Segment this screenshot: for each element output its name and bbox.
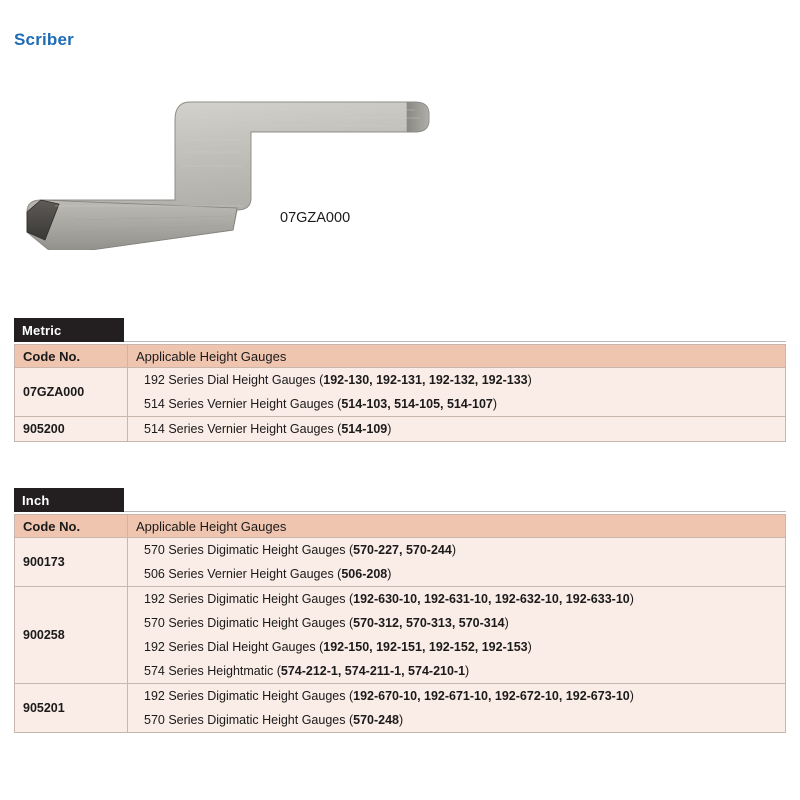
gauge-models: 192-130, 192-131, 192-132, 192-133 — [323, 373, 528, 387]
cell-applicable-gauges — [128, 587, 786, 684]
cell-code-no: 905201 — [15, 684, 128, 733]
table-row — [15, 368, 786, 417]
gauge-series-text: 506 Series Vernier Height Gauges ( — [144, 567, 342, 581]
gauge-paren-close: ) — [387, 567, 392, 581]
gauge-line — [136, 417, 777, 441]
gauge-paren-close: ) — [387, 422, 392, 436]
header-code-no: Code No. — [15, 345, 128, 368]
figure-caption: 07GZA000 — [280, 210, 351, 226]
gauge-series-text: 514 Series Vernier Height Gauges ( — [144, 422, 342, 436]
inch-table — [14, 514, 786, 733]
band-rule-metric — [124, 318, 786, 342]
gauge-paren-close: ) — [527, 640, 532, 654]
cell-code-no: 905200 — [15, 417, 128, 442]
gauge-series-text: 514 Series Vernier Height Gauges ( — [144, 397, 342, 411]
cell-applicable-gauges — [128, 368, 786, 417]
gauge-series-text: 570 Series Digimatic Height Gauges ( — [144, 616, 354, 630]
gauge-models: 506-208 — [341, 567, 388, 581]
gauge-models: 514-103, 514-105, 514-107 — [341, 397, 493, 411]
page-title: Scriber — [14, 30, 74, 49]
metric-table — [14, 344, 786, 442]
gauge-models: 192-670-10, 192-671-10, 192-672-10, 192-673-10 — [353, 689, 630, 703]
cell-applicable-gauges — [128, 684, 786, 733]
gauge-models: 570-312, 570-313, 570-314 — [353, 616, 505, 630]
section-band-metric — [14, 318, 786, 342]
gauge-series-text: 192 Series Digimatic Height Gauges ( — [144, 592, 354, 606]
gauge-line — [136, 659, 777, 683]
table-header-row — [15, 345, 786, 368]
gauge-models: 514-109 — [341, 422, 388, 436]
gauge-models: 570-227, 570-244 — [353, 543, 452, 557]
gauge-models: 570-248 — [353, 713, 399, 727]
section-band-inch — [14, 488, 786, 512]
table-row — [15, 417, 786, 442]
product-figure — [10, 70, 430, 260]
header-applicable-height-gauges: Applicable Height Gauges — [128, 345, 786, 368]
gauge-line — [136, 392, 777, 416]
cell-applicable-gauges — [128, 417, 786, 442]
cell-applicable-gauges — [128, 538, 786, 587]
table-row — [15, 587, 786, 684]
gauge-line — [136, 635, 777, 659]
gauge-line — [136, 538, 777, 562]
gauge-series-text: 192 Series Digimatic Height Gauges ( — [144, 689, 354, 703]
gauge-line — [136, 708, 777, 732]
band-label-metric: Metric — [14, 318, 124, 342]
gauge-models: 192-630-10, 192-631-10, 192-632-10, 192-633-10 — [353, 592, 630, 606]
cell-code-no: 900173 — [15, 538, 128, 587]
gauge-line — [136, 368, 777, 392]
gauge-models: 574-212-1, 574-211-1, 574-210-1 — [280, 664, 466, 678]
gauge-series-text: 570 Series Digimatic Height Gauges ( — [144, 713, 354, 727]
band-label-inch: Inch — [14, 488, 124, 512]
gauge-series-text: 570 Series Digimatic Height Gauges ( — [144, 543, 354, 557]
gauge-line — [136, 611, 777, 635]
gauge-paren-close: ) — [492, 397, 498, 411]
gauge-paren-close: ) — [451, 543, 456, 557]
gauge-paren-close: ) — [629, 592, 634, 606]
gauge-series-text: 574 Series Heightmatic ( — [144, 664, 281, 678]
cell-code-no: 07GZA000 — [15, 368, 128, 417]
band-rule-inch — [124, 488, 786, 512]
gauge-paren-close: ) — [399, 713, 404, 727]
cell-code-no: 900258 — [15, 587, 128, 684]
header-code-no: Code No. — [15, 515, 128, 538]
gauge-paren-close: ) — [465, 664, 470, 678]
header-applicable-height-gauges: Applicable Height Gauges — [128, 515, 786, 538]
table-header-row — [15, 515, 786, 538]
gauge-paren-close: ) — [504, 616, 509, 630]
section-inch — [14, 488, 786, 733]
section-metric — [14, 318, 786, 442]
table-row — [15, 538, 786, 587]
gauge-models: 192-150, 192-151, 192-152, 192-153 — [323, 640, 528, 654]
gauge-line — [136, 587, 777, 611]
gauge-paren-close: ) — [527, 373, 532, 387]
gauge-line — [136, 562, 777, 586]
table-row — [15, 684, 786, 733]
gauge-line — [136, 684, 777, 708]
gauge-series-text: 192 Series Dial Height Gauges ( — [144, 373, 324, 387]
scriber-photo — [15, 80, 435, 250]
gauge-paren-close: ) — [629, 689, 634, 703]
gauge-series-text: 192 Series Dial Height Gauges ( — [144, 640, 324, 654]
